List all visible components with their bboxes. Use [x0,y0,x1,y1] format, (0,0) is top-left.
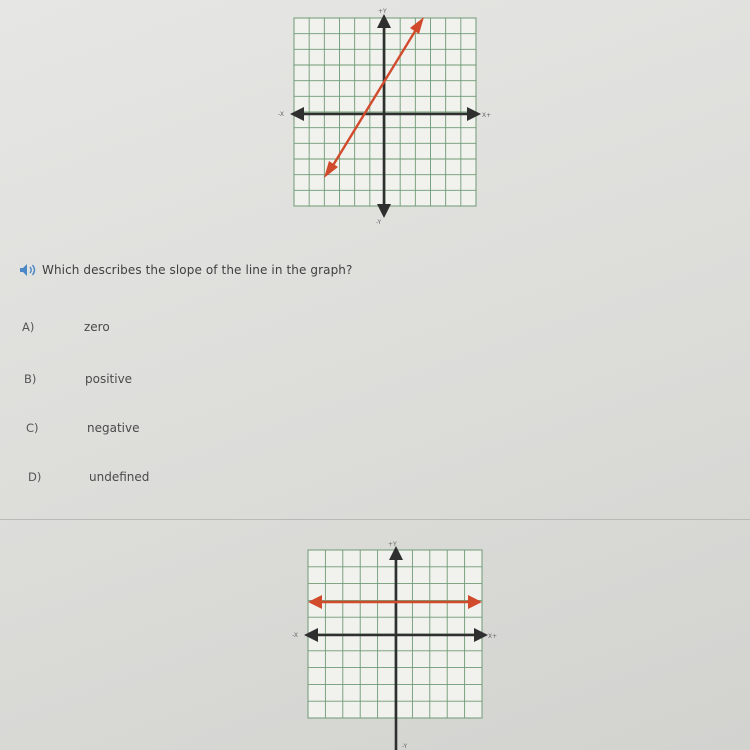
x-axis-right-label: X+ [482,112,492,119]
x-axis-right-label: X+ [488,633,498,640]
question-divider [0,519,750,520]
choice-letter: D) [28,470,42,484]
x-axis-left-label: -X [278,111,284,118]
y-axis-top-label: +Y [378,8,387,15]
y-axis-down-arrow [377,204,391,218]
question-1-graph [278,4,498,226]
x-axis-left-label: -X [292,632,298,639]
choice-text: undefined [89,470,150,484]
choice-letter: B) [24,372,37,386]
choice-text: zero [84,320,110,334]
y-axis-bottom-label: -Y [402,743,408,750]
question-1-prompt: Which describes the slope of the line in the graph? [42,263,353,277]
speaker-icon[interactable] [18,262,40,278]
question-2-graph [290,540,500,750]
choice-letter: A) [22,320,35,334]
y-axis-bottom-label: -Y [376,219,382,226]
question-1-prompt-row [18,260,352,280]
graph-2-svg [290,540,500,750]
graph-1-svg [278,4,498,226]
y-axis-top-label: +Y [388,541,397,548]
choice-text: negative [87,421,140,435]
choice-text: positive [85,372,133,386]
choice-letter: C) [26,421,39,435]
